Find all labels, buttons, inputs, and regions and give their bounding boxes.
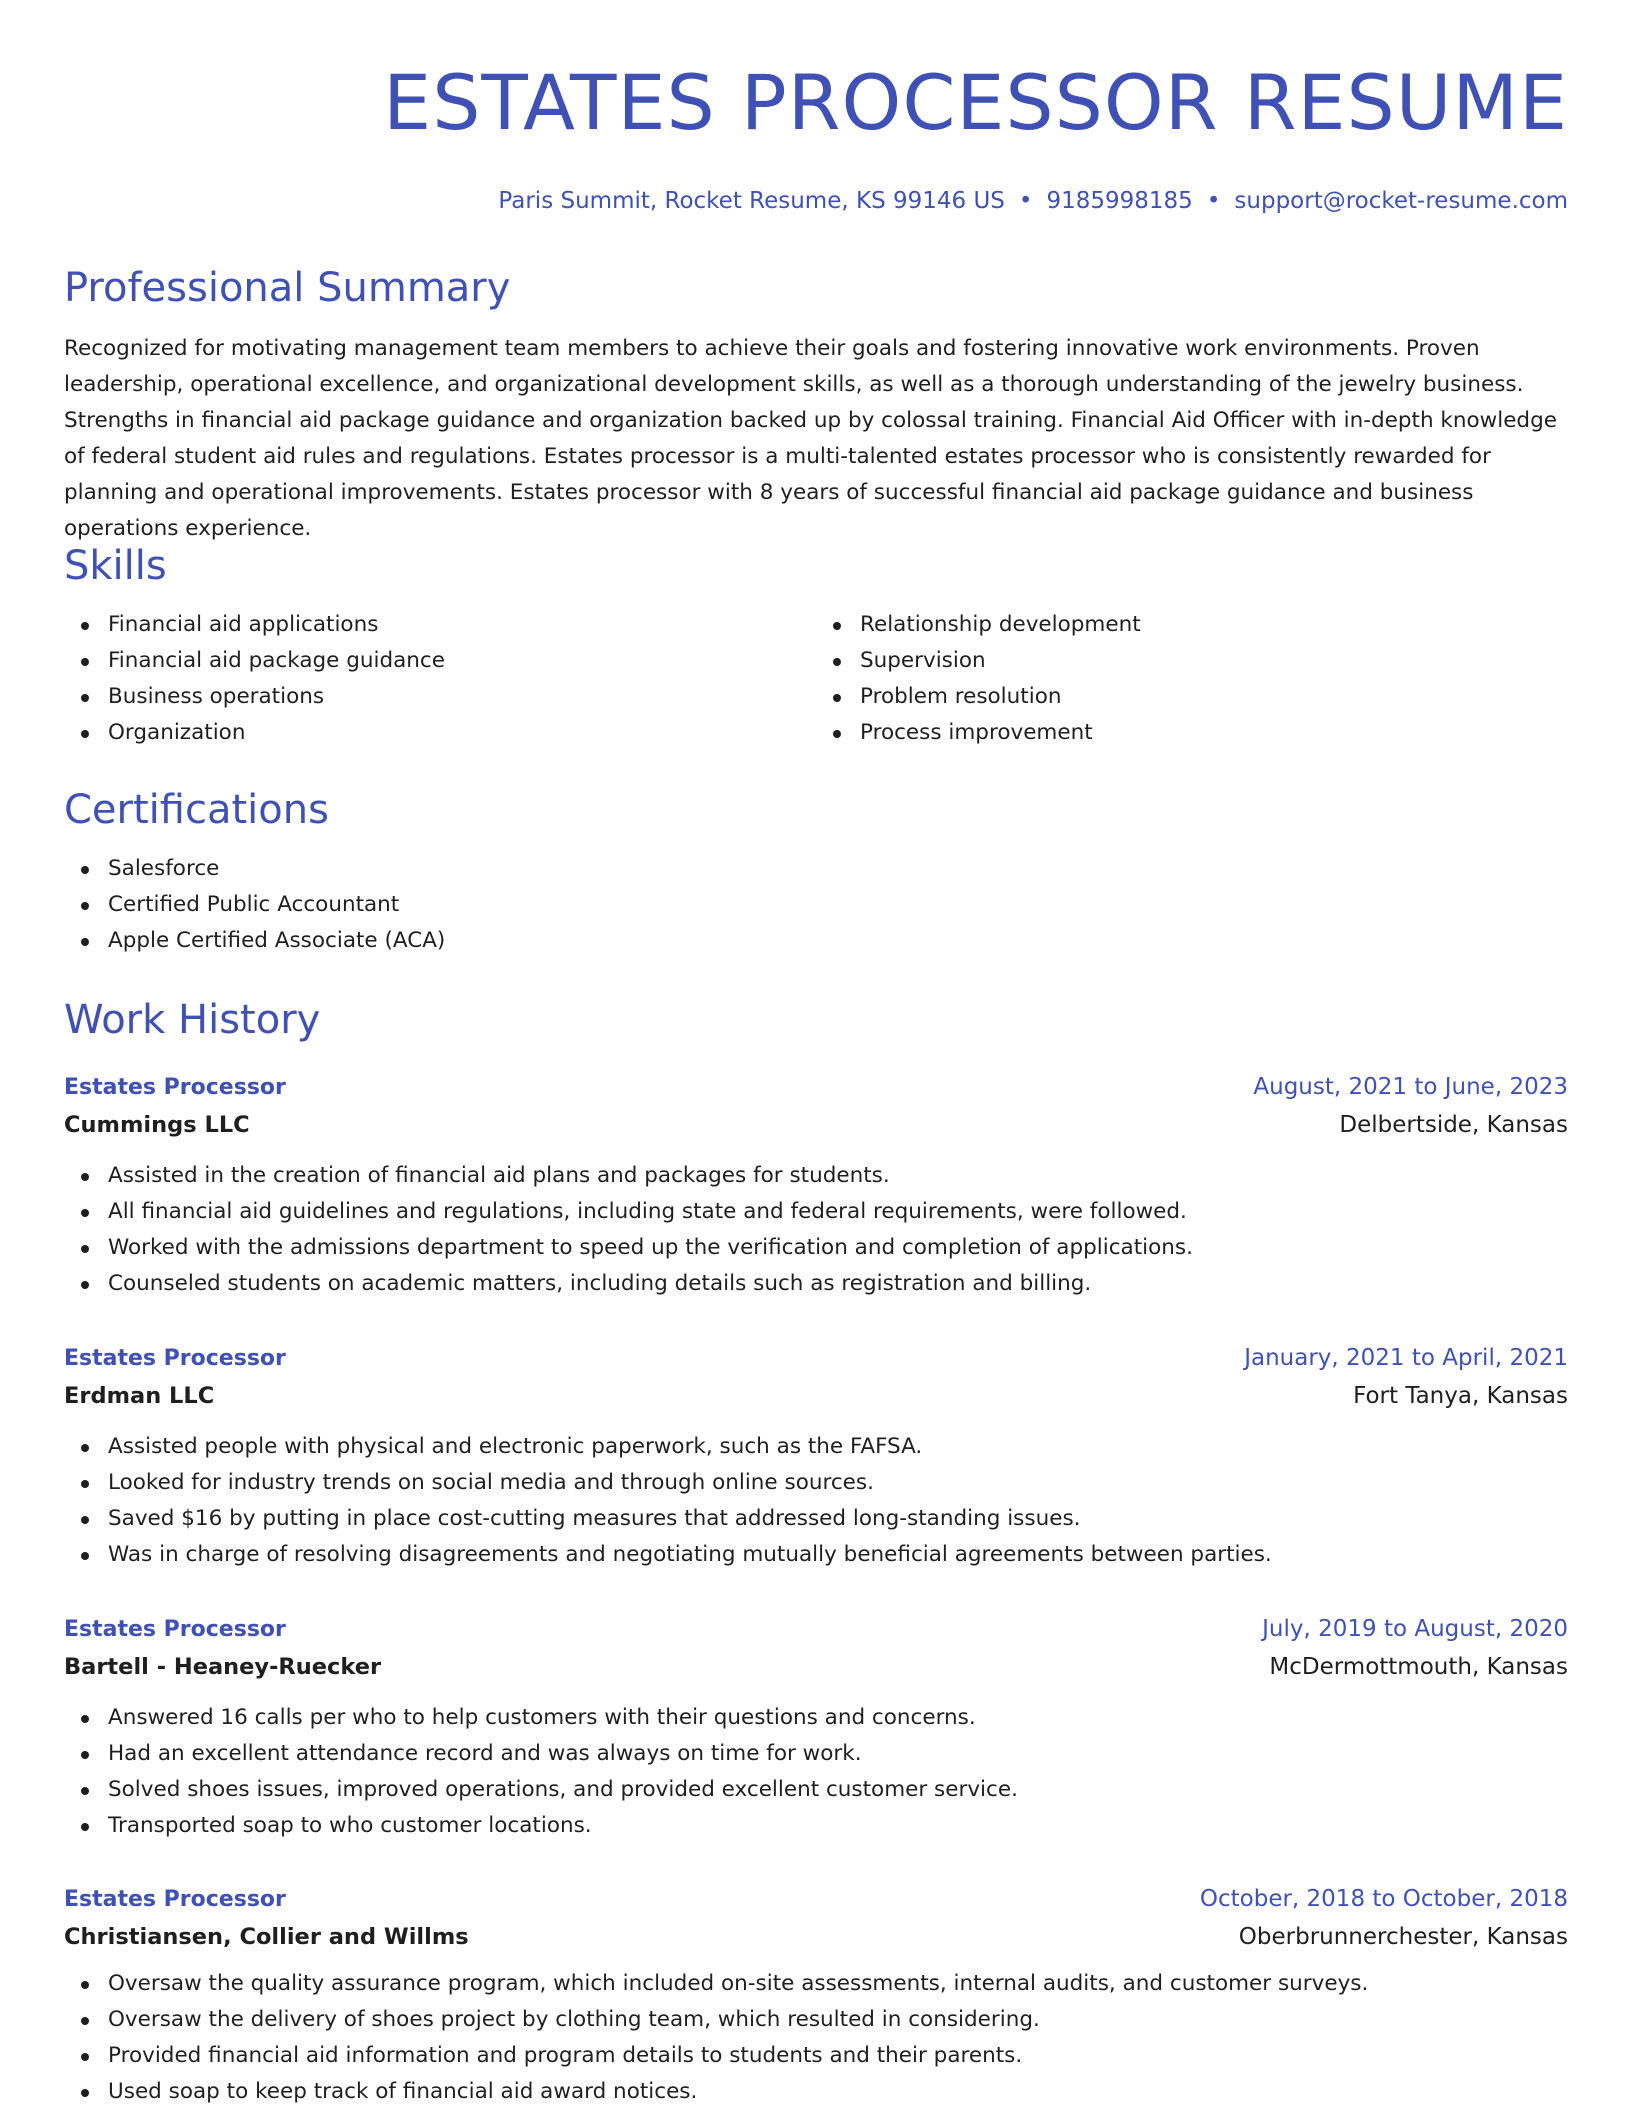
job-duties-list xyxy=(64,1966,1568,2110)
certification-item: Certified Public Accountant xyxy=(108,887,1568,923)
skills-heading: Skills xyxy=(64,543,167,589)
job-duty: Provided financial aid information and program details to students and their parents. xyxy=(108,2038,1568,2074)
job-title: Estates Processor xyxy=(64,1617,286,1642)
job-duty: Counseled students on academic matters, including details such as registration and billing. xyxy=(108,1266,1568,1302)
job-entry xyxy=(64,1340,1568,1573)
resume-title: ESTATES PROCESSOR RESUME xyxy=(383,58,1568,147)
job-title: Estates Processor xyxy=(64,1887,286,1912)
job-location: Delbertside, Kansas xyxy=(1339,1112,1568,1138)
skill-item: Process improvement xyxy=(860,715,1568,751)
job-duty: Worked with the admissions department to speed up the verification and completion of applications. xyxy=(108,1230,1568,1266)
job-title: Estates Processor xyxy=(64,1075,286,1100)
job-duty: Looked for industry trends on social media and through online sources. xyxy=(108,1465,1568,1501)
certifications-section xyxy=(64,785,1568,959)
job-duty: Assisted people with physical and electronic paperwork, such as the FAFSA. xyxy=(108,1429,1568,1465)
job-location: Oberbrunnerchester, Kansas xyxy=(1238,1924,1568,1950)
job-company: Bartell - Heaney-Ruecker xyxy=(64,1654,382,1680)
job-dates: January, 2021 to April, 2021 xyxy=(1244,1345,1568,1371)
job-duty: Solved shoes issues, improved operations, and provided excellent customer service. xyxy=(108,1772,1568,1808)
job-dates: July, 2019 to August, 2020 xyxy=(1262,1616,1568,1642)
work-history-heading: Work History xyxy=(64,997,321,1043)
contact-address: Paris Summit, Rocket Resume, KS 99146 US xyxy=(498,188,1005,214)
contact-line xyxy=(64,186,1568,216)
certification-item: Apple Certified Associate (ACA) xyxy=(108,923,1568,959)
job-location: McDermottmouth, Kansas xyxy=(1269,1654,1568,1680)
job-duty: Assisted in the creation of financial aid plans and packages for students. xyxy=(108,1158,1568,1194)
job-duty: Had an excellent attendance record and was always on time for work. xyxy=(108,1736,1568,1772)
job-duty: Oversaw the quality assurance program, which included on-site assessments, internal audits, and customer surveys. xyxy=(108,1966,1568,2002)
job-duties-list xyxy=(64,1429,1568,1573)
contact-separator: • xyxy=(1206,188,1221,214)
contact-separator: • xyxy=(1018,188,1033,214)
certifications-list xyxy=(64,851,1568,959)
job-duty: Was in charge of resolving disagreements and negotiating mutually beneficial agreements between parties. xyxy=(108,1537,1568,1573)
skill-item: Financial aid package guidance xyxy=(108,643,816,679)
job-company: Christiansen, Collier and Willms xyxy=(64,1924,469,1950)
skill-item: Supervision xyxy=(860,643,1568,679)
skills-section xyxy=(64,541,1568,751)
job-duty: Saved $16 by putting in place cost-cutting measures that addressed long-standing issues. xyxy=(108,1501,1568,1537)
job-location: Fort Tanya, Kansas xyxy=(1353,1383,1568,1409)
job-entry xyxy=(64,1611,1568,1844)
job-duty: Transported soap to who customer locations. xyxy=(108,1808,1568,1844)
job-duties-list xyxy=(64,1700,1568,1844)
job-dates: October, 2018 to October, 2018 xyxy=(1199,1886,1568,1912)
job-title: Estates Processor xyxy=(64,1346,286,1371)
skills-list-right xyxy=(816,607,1568,751)
skill-item: Relationship development xyxy=(860,607,1568,643)
job-entry xyxy=(64,1069,1568,1302)
job-duty: Oversaw the delivery of shoes project by clothing team, which resulted in considering. xyxy=(108,2002,1568,2038)
job-duty: Used soap to keep track of financial aid award notices. xyxy=(108,2074,1568,2110)
job-company: Cummings LLC xyxy=(64,1112,250,1138)
contact-email: support@rocket-resume.com xyxy=(1234,188,1568,214)
summary-heading: Professional Summary xyxy=(64,265,511,311)
summary-section xyxy=(64,263,1568,547)
skills-grid xyxy=(64,607,1568,751)
skill-item: Problem resolution xyxy=(860,679,1568,715)
resume-page xyxy=(64,0,1568,2104)
job-duty: All financial aid guidelines and regulations, including state and federal requirements, were followed. xyxy=(108,1194,1568,1230)
skill-item: Organization xyxy=(108,715,816,751)
job-dates: August, 2021 to June, 2023 xyxy=(1253,1074,1568,1100)
work-history-section xyxy=(64,995,1568,1045)
contact-phone: 9185998185 xyxy=(1046,188,1193,214)
certification-item: Salesforce xyxy=(108,851,1568,887)
skill-item: Business operations xyxy=(108,679,816,715)
certifications-heading: Certifications xyxy=(64,787,329,833)
skills-list-left xyxy=(64,607,816,751)
skill-item: Financial aid applications xyxy=(108,607,816,643)
job-company: Erdman LLC xyxy=(64,1383,215,1409)
job-duties-list xyxy=(64,1158,1568,1302)
job-duty: Answered 16 calls per who to help customers with their questions and concerns. xyxy=(108,1700,1568,1736)
job-entry xyxy=(64,1881,1568,2110)
summary-text: Recognized for motivating management team members to achieve their goals and fostering innovative work environments. Proven leadership, operational excellence, and organizational development skills, as well as a thorough understanding of the jewelry business. Strengths in financial aid package guidance and organization backed up by colossal training. Financial Aid Officer with in-depth knowledge of federal student aid rules and regulations. Estates processor is a multi-talented estates processor who is consistently rewarded for planning and operational improvements. Estates processor with 8 years of successful financial aid package guidance and business operations experience. xyxy=(64,336,1557,541)
